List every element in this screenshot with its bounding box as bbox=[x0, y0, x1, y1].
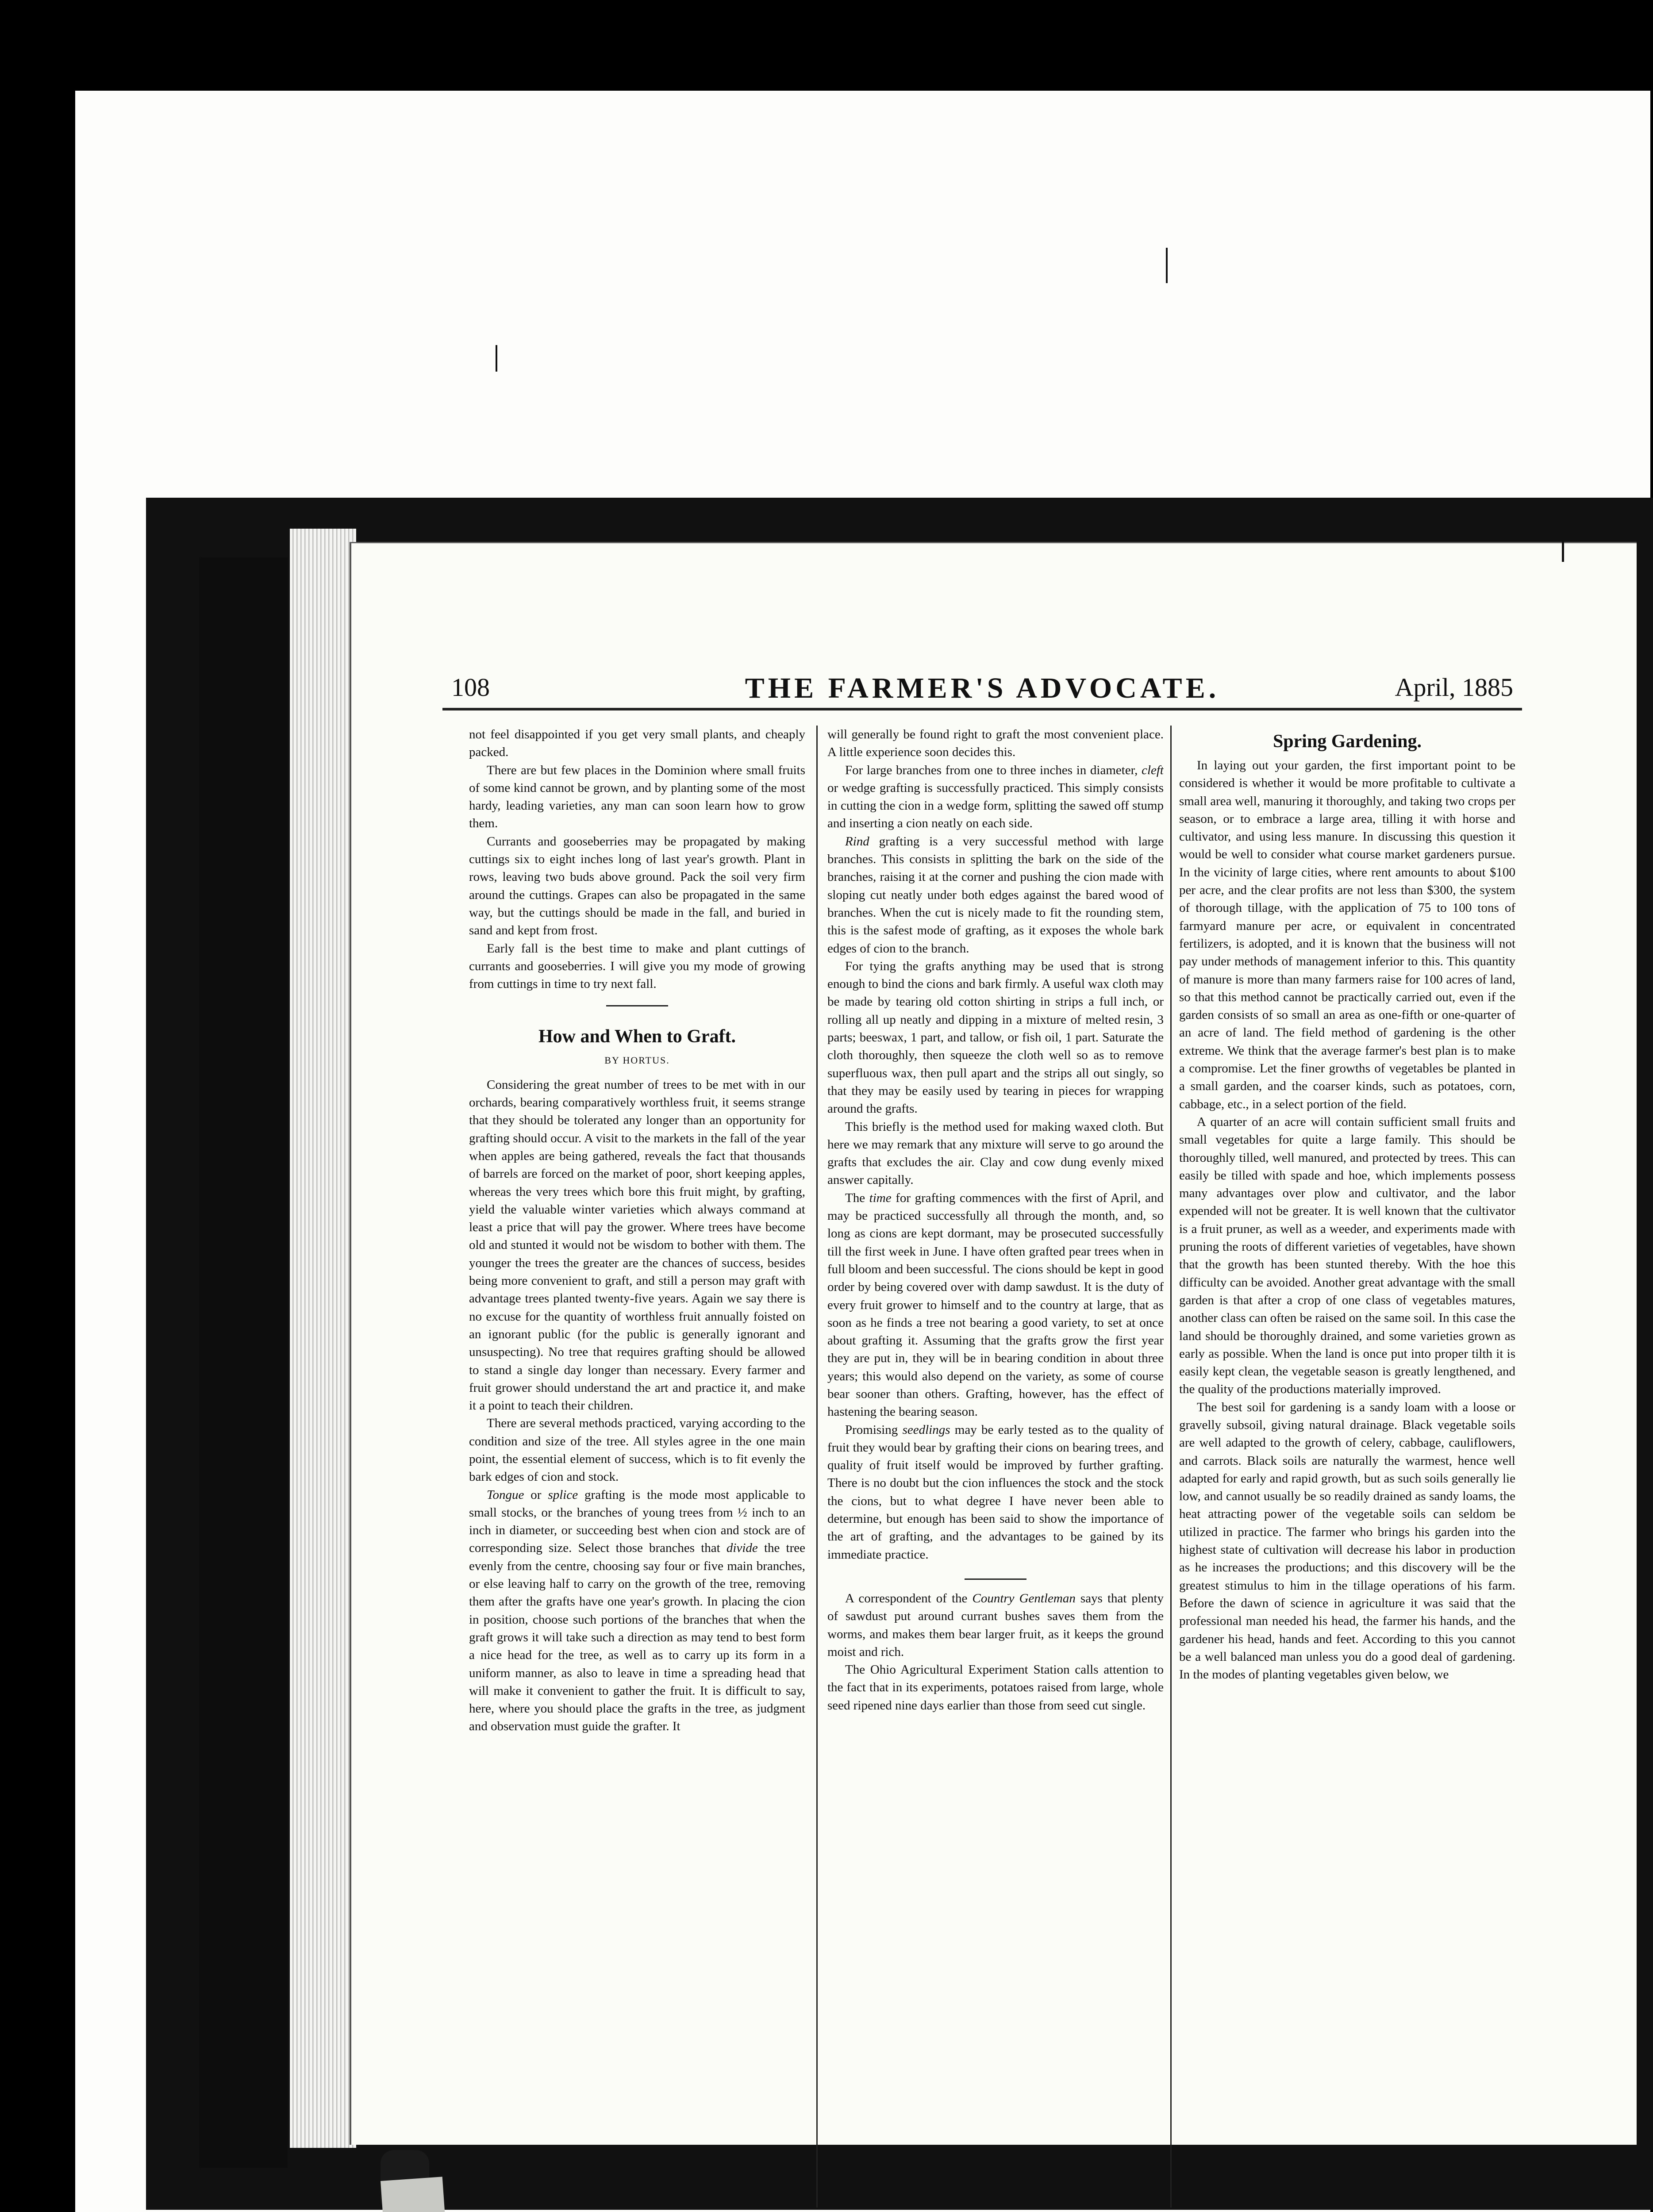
article-heading: Spring Gardening. bbox=[1272, 731, 1422, 752]
column-rule bbox=[1170, 726, 1172, 2208]
paragraph: The time for grafting commences with the first of April, and may be practiced successfully all through the month, and, so long as cions are kept dormant, may be prosecuted successfully till the first week in June. I have often grafted pear trees when in full bloom and been successful. The cions should be kept in good order by being covered over with damp sawdust. It is the duty of every fruit grower to himself and to the country at large, that as soon as he finds a tree not bearing a good variety, to set at once about grafting it. Assuming that the grafts grow the first year they are put in, they will be in bearing condition in about three years; this would also depend on the variety, as some of course bear sooner than others. Grafting, however, has the effect of hastening the bearing season. bbox=[827, 1190, 1164, 1419]
column-rule bbox=[816, 726, 818, 2208]
italic-term: Rind bbox=[845, 834, 869, 849]
page-header bbox=[442, 672, 1522, 710]
film-scratch bbox=[496, 345, 497, 372]
italic-term: Tongue bbox=[487, 1487, 524, 1502]
section-divider bbox=[965, 1578, 1026, 1580]
section-divider bbox=[606, 1005, 668, 1006]
page-edges bbox=[290, 529, 356, 2148]
page-number: 108 bbox=[451, 673, 490, 702]
paragraph: This briefly is the method used for making waxed cloth. But here we may remark that any mixture will serve to go around the grafts that excludes the air. Clay and cow dung evenly mixed answer capitally. bbox=[827, 1119, 1164, 1187]
paragraph: There are but few places in the Dominion where small fruits of some kind cannot be grown, and by planting some of the most hardy, leading varieties, any man can soon learn how to grow them. bbox=[469, 763, 805, 831]
paragraph: The best soil for gardening is a sandy loam with a loose or gravelly subsoil, giving natural drainage. Black vegetable soils are well adapted to the growth of celery, cabbage, cauliflowers, and carrots. Black soils are naturally the warmest, hence well adapted for early and rapid growth, but as such soils generally lie low, and cannot usually be so readily drained as sandy loams, the heat attracting power of the vegetable soils can seldom be utilized in practice. The farmer who brings his garden into the highest state of cultivation will decrease his labor in production as he increases the productions; and this discovery will be the greatest stimulus to him in the tillage operations of his farm. Before the dawn of science in agriculture it was said that the professional man needed his head, the farmer his hands, and the gardener his head, hands and feet. According to this you cannot be a well balanced man unless you do a good deal of gardening. In the modes of planting vegetables given below, we bbox=[1179, 1400, 1515, 1682]
book-spine bbox=[199, 557, 288, 2168]
paragraph: There are several methods practiced, varying according to the condition and size of the tree. All styles agree in the one main point, the essential element of success, which is to fit evenly the bark edges of cion and stock. bbox=[469, 1416, 805, 1484]
paragraph: Currants and gooseberries may be propagated by making cuttings six to eight inches long of last year's growth. Plant in rows, leaving two buds above ground. Pack the soil very firm around the cuttings. Grapes can also be propagated in the same way, but the cuttings should be made in the fall, and buried in sand and kept from frost. bbox=[469, 834, 805, 938]
paragraph: For tying the grafts anything may be used that is strong enough to bind the cions and bark firmly. A useful wax cloth may be made by tearing old cotton shirting in strips a full inch, or rolling all up neatly and dipping in a mixture of melted resin, 3 parts; beeswax, 1 part, and tallow, or fish oil, 1 part. Saturate the cloth thoroughly, then squeeze the cloth well so as to remove superfluous wax, then pull apart and the strips all out singly, so that they may be easily used by tearing in pieces for wrapping around the grafts. bbox=[827, 959, 1164, 1116]
masthead-title: THE FARMER'S ADVOCATE. bbox=[745, 672, 1220, 704]
column-3 bbox=[1179, 726, 1515, 2150]
paragraph: Considering the great number of trees to be met with in our orchards, bearing comparatively worthless fruit, it seems strange that they should be tolerated any longer than an opportunity for grafting should occur. A visit to the markets in the fall of the year when apples are being gathered, reveals the fact that thousands of barrels are forced on the market of poor, short keeping apples, whereas the very trees which bore this fruit might, by grafting, yield the valuable winter varieties which always command at least a price that will pay the grower. Where trees have become old and stunted it would not be wisdom to bother with them. The younger the trees the greater are the chances of success, besides being more convenient to graft, and still a person may graft with advantage trees planted twenty-five years. Again we say there is no excuse for the quantity of worthless fruit annually foisted on an ignorant public (for the public is generally ignorant and unsuspecting). No tree that requires grafting should be allowed to stand a single day longer than necessary. Every farmer and fruit grower should understand the art and practice it, and make it a point to teach their children. bbox=[469, 1077, 805, 1413]
paragraph: Rind grafting is a very successful method with large branches. This consists in splitting the bark on the side of the branches, raising it at the corner and pushing the cion made with sloping cut neatly under both edges against the bared wood of branches. When the cut is nicely made to fit the rounding stem, this is the safest mode of grafting, as it exposes the whole bark edges of cion to the branch. bbox=[827, 834, 1164, 956]
paragraph: In laying out your garden, the first important point to be considered is whether it would be more profitable to cultivate a small area well, manuring it thoroughly, and taking two crops per season, or to embrace a large area, tilling it with horse and cultivator, and using less manure. In discussing this question it would be well to consider what course market gardeners pursue. In the vicinity of large cities, where rent amounts to about $100 per acre, and the clear profits are not less than $300, the system of thorough tillage, with the application of 75 to 100 tons of farmyard manure per acre, or equivalent in concentrated fertilizers, is adopted, and it is known that the business will not pay under methods of management inferior to this. This quantity of manure is more than many farmers raise for 100 acres of land, so that this method cannot be practically carried out, even if the garden consists of so small an area as one-fifth or one-quarter of an acre of land. The field method of gardening is the other extreme. We think that the average farmer's best plan is to make a compromise. Let the finer growths of vegetables be planted in a small garden, and the coarser kinds, such as potatoes, corn, cabbage, etc., in a select portion of the field. bbox=[1179, 758, 1515, 1111]
italic-term: divide bbox=[726, 1541, 758, 1555]
column-1 bbox=[469, 726, 805, 2150]
issue-date: April, 1885 bbox=[1395, 673, 1513, 702]
article-byline: BY HORTUS. bbox=[604, 1055, 670, 1066]
italic-term: time bbox=[869, 1190, 892, 1205]
paragraph: Early fall is the best time to make and plant cuttings of currants and gooseberries. I will give you my mode of growing from cuttings in time to try next fall. bbox=[469, 941, 805, 991]
film-scratch bbox=[1562, 522, 1564, 562]
italic-term: seedlings bbox=[902, 1422, 950, 1437]
paragraph: For large branches from one to three inches in diameter, cleft or wedge grafting is successfully practiced. This simply consists in cutting the cion in a wedge form, splitting the sawed off stump and inserting a cion neatly on each side. bbox=[827, 763, 1164, 831]
paragraph: A quarter of an acre will contain sufficient small fruits and small vegetables for quite a large family. This should be thoroughly tilled, well manured, and protected by trees. This can easily be tilled with spade and hoe, which implements possess many advantages over plow and cultivator, and the labor expended will not be greater. It is well known that the cultivator is a fruit pruner, as well as a weeder, and experiments made with pruning the roots of different varieties of vegetables, have shown that the growth has been stunted thereby. With the hoe this difficulty can be avoided. Another great advantage with the small garden is that after a crop of one class of vegetables matures, another class can often be raised on the same soil. In this case the land should be thoroughly drained, and some varieties grown as early as possible. When the land is once put into proper tilth it is easily kept clean, the vegetable season is greatly lengthened, and the quality of the productions materially improved. bbox=[1179, 1114, 1515, 1397]
italic-term: splice bbox=[548, 1487, 578, 1502]
paragraph: A correspondent of the Country Gentleman says that plenty of sawdust put around currant bushes saves them from the worms, and makes them bear larger fruit, as it keeps the ground moist and rich. bbox=[827, 1591, 1164, 1659]
article-heading: How and When to Graft. bbox=[538, 1026, 736, 1047]
paragraph: will generally be found right to graft the most convenient place. A little experience soon decides this. bbox=[827, 727, 1164, 760]
italic-term: Country Gentleman bbox=[972, 1591, 1076, 1605]
column-2 bbox=[827, 726, 1164, 2150]
paragraph: Promising seedlings may be early tested as to the quality of fruit they would bear by grafting their cions on bearing trees, and quality of fruit itself would be improved by further grafting. There is no doubt but the cion influences the stock and the stock the cions, but to what degree I have never been able to determine, but enough has been said to show the importance of the art of grafting, and the advantages to be gained by its immediate practice. bbox=[827, 1422, 1164, 1562]
italic-term: cleft bbox=[1142, 763, 1164, 777]
paragraph: The Ohio Agricultural Experiment Station calls attention to the fact that in its experiments, potatoes raised from large, whole seed ripened nine days earlier than those from seed cut single. bbox=[827, 1663, 1164, 1713]
paragraph: Tongue or splice grafting is the mode most applicable to small stocks, or the branches of young trees from ½ inch to an inch in diameter, or succeeding best when cion and stock are of corresponding size. Select those branches that divide the tree evenly from the centre, choosing say four or five main branches, or else leaving half to carry on the growth of the tree, removing them after the grafts have one year's growth. In placing the cion in position, choose such portions of the branches that when the graft grows it will take such a direction as may tend to best form a nice head for the tree, as well as to carry up its form in a uniform manner, as also to leave in time a spreading head that will make it convenient to gather the fruit. It is difficult to say, here, where you should place the grafts in the tree, as judgment and observation must guide the grafter. It bbox=[469, 1487, 805, 1734]
film-scratch bbox=[1166, 248, 1168, 283]
paragraph: not feel disappointed if you get very small plants, and cheaply packed. bbox=[469, 727, 805, 760]
